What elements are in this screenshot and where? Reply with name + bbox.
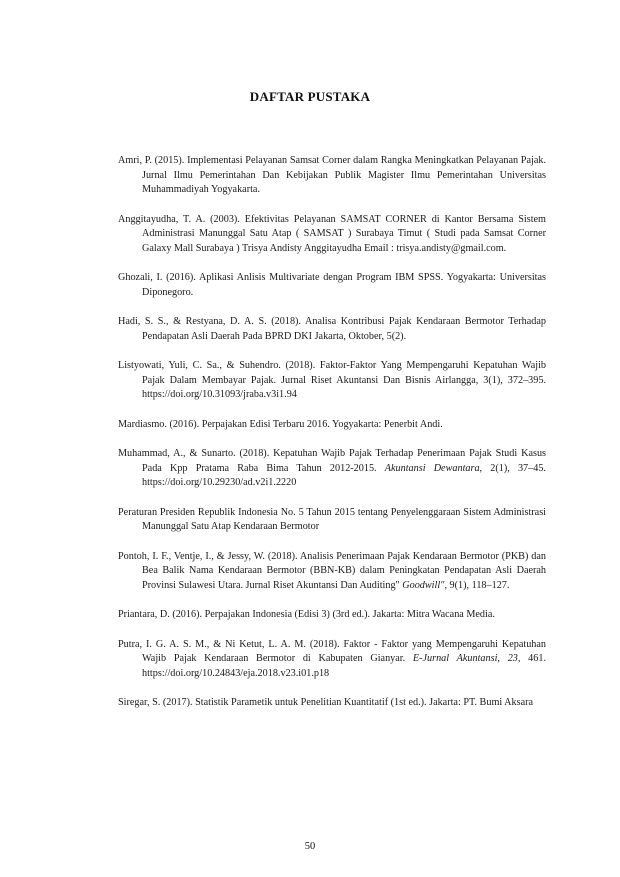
- reference-item: Listyowati, Yuli, C. Sa., & Suhendro. (2018). Faktor-Faktor Yang Mempengaruhi Kepatuhan Wajib Pajak Dalam Membayar Pajak. Jurnal Riset Akuntansi Dan Bisnis Airlangga, 3(1), 372–395. https://doi.org/10.31093/jraba.v3i1.94: [118, 360, 546, 401]
- reference-item: Amri, P. (2015). Implementasi Pelayanan Samsat Corner dalam Rangka Meningkatkan Pelayanan Pajak. Jurnal Ilmu Pemerintahan Dan Kebijakan Publik Magister Ilmu Pemerintahan Universitas Muhammadiyah Yogyakarta.: [118, 155, 546, 196]
- reference-item: Mardiasmo. (2016). Perpajakan Edisi Terbaru 2016. Yogyakarta: Penerbit Andi.: [118, 418, 443, 430]
- reference-list: [118, 154, 546, 726]
- reference-item: Muhammad, A., & Sunarto. (2018). Kepatuhan Wajib Pajak Terhadap Penerimaan Pajak Studi Kasus Pada Kpp Pratama Raba Bima Tahun 2012-2015. Akuntansi Dewantara, 2(1), 37–45. https://doi.org/10.29230/ad.v2i1.2220: [118, 448, 546, 489]
- reference-item: Siregar, S. (2017). Statistik Parametik untuk Penelitian Kuantitatif (1st ed.). Jakarta: PT. Bumi Aksara: [118, 697, 534, 709]
- reference-item: Anggitayudha, T. A. (2003). Efektivitas Pelayanan SAMSAT CORNER di Kantor Bersama Sistem Administrasi Manunggal Satu Atap ( SAMSAT ) Surabaya Timut ( Studi pada Samsat Corner Galaxy Mall Surabaya ) Trisya Andisty Anggitayudha Email : trisya.andisty@gmail.com.: [118, 213, 546, 254]
- reference-item: Peraturan Presiden Republik Indonesia No. 5 Tahun 2015 tentang Penyelenggaraan Sistem Administrasi Manunggal Satu Atap Kendaraan Bermotor: [118, 506, 546, 533]
- reference-item: Pontoh, I. F., Ventje, I., & Jessy, W. (2018). Analisis Penerimaan Pajak Kendaraan Bermotor (PKB) dan Bea Balik Nama Kendaraan Bermotor (BBN-KB) dalam Peningkatan Pendapatan Asli Daerah Provinsi Sulawesi Utara. Jurnal Riset Akuntansi Dan Auditing" Goodwill", 9(1), 118–127.: [118, 550, 546, 591]
- reference-item: Ghozali, I. (2016). Aplikasi Anlisis Multivariate dengan Program IBM SPSS. Yogyakarta: Universitas Diponegoro.: [118, 272, 546, 298]
- reference-item: Priantara, D. (2016). Perpajakan Indonesia (Edisi 3) (3rd ed.). Jakarta: Mitra Wacana Media.: [118, 609, 495, 621]
- page-title: DAFTAR PUSTAKA: [249, 89, 371, 104]
- reference-item: Hadi, S. S., & Restyana, D. A. S. (2018). Analisa Kontribusi Pajak Kendaraan Bermotor Terhadap Pendapatan Asli Daerah Pada BPRD DKI Jakarta, Oktober, 5(2).: [118, 316, 546, 342]
- page-number: 50: [304, 841, 316, 852]
- reference-item: Putra, I. G. A. S. M., & Ni Ketut, L. A. M. (2018). Faktor - Faktor yang Mempengaruhi Kepatuhan Wajib Pajak Kendaraan Bermotor di Kabupaten Gianyar. E-Jurnal Akuntansi, 23, 461. https://doi.org/10.24843/eja.2018.v23.i01.p18: [118, 638, 547, 679]
